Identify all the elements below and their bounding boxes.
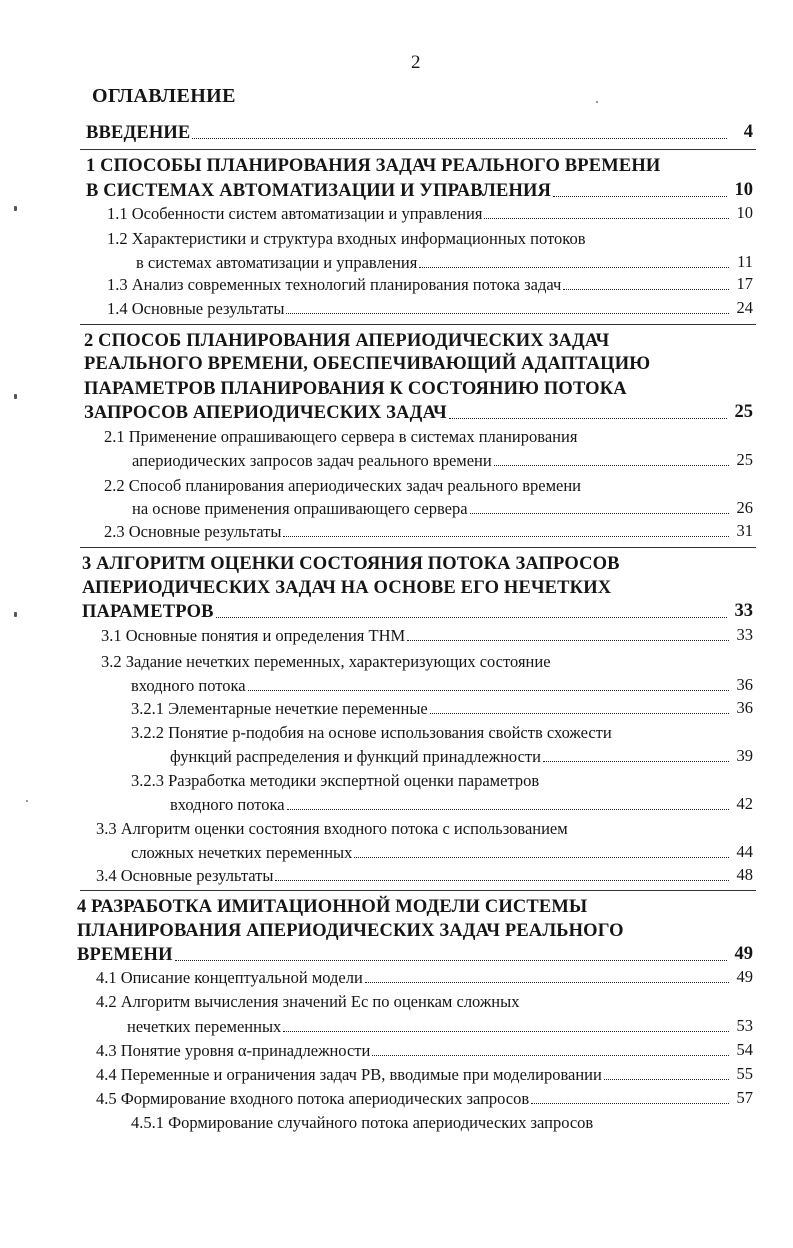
toc-section-line[interactable] — [101, 625, 405, 647]
toc-entry-text: 1.3 Анализ современных технологий планирования потока задач — [107, 275, 562, 294]
toc-chapter-line[interactable] — [77, 944, 173, 966]
dot-leader — [248, 690, 729, 691]
toc-section-line[interactable] — [96, 818, 568, 840]
toc-page-number: 11 — [737, 252, 753, 271]
section-separator — [80, 547, 756, 548]
toc-section-line[interactable] — [136, 252, 417, 274]
dot-leader — [531, 1103, 729, 1104]
toc-entry-text: 4.4 Переменные и ограничения задач РВ, вводимые при моделировании — [96, 1065, 602, 1084]
toc-entry-text: 2 СПОСОБ ПЛАНИРОВАНИЯ АПЕРИОДИЧЕСКИХ ЗАДАЧ — [84, 331, 610, 351]
toc-page-number: 36 — [736, 675, 753, 694]
toc-section-line[interactable] — [132, 498, 468, 520]
toc-section-line[interactable] — [170, 794, 285, 816]
toc-entry-text: нечетких переменных — [127, 1017, 282, 1036]
toc-chapter-line[interactable] — [77, 896, 587, 918]
dot-leader — [354, 857, 729, 858]
margin-mark — [14, 206, 17, 211]
toc-page-number: 33 — [734, 601, 753, 621]
dot-leader — [563, 289, 729, 290]
dot-leader — [192, 138, 727, 139]
toc-section-line[interactable] — [131, 698, 428, 720]
toc-section-line[interactable] — [107, 203, 482, 225]
dot-leader — [372, 1055, 729, 1056]
toc-entry-text: 4.3 Понятие уровня α-принадлежности — [96, 1041, 371, 1060]
dot-leader — [287, 809, 729, 810]
toc-chapter-line[interactable] — [86, 180, 551, 202]
toc-entry-text: 3.3 Алгоритм оценки состояния входного потока с использованием — [96, 819, 568, 838]
toc-page-number: 49 — [736, 967, 753, 986]
toc-page-number: 54 — [736, 1040, 753, 1059]
toc-entry-text: 3.4 Основные результаты — [96, 866, 274, 885]
toc-entry-text: функций распределения и функций принадлежности — [170, 747, 541, 766]
scan-speck — [26, 800, 28, 802]
toc-page-number: 25 — [736, 450, 753, 469]
toc-page-number: 55 — [736, 1064, 753, 1083]
toc-page-number: 42 — [736, 794, 753, 813]
toc-section-line[interactable] — [96, 967, 363, 989]
toc-page-number: 10 — [734, 180, 753, 200]
toc-entry-text: 1 СПОСОБЫ ПЛАНИРОВАНИЯ ЗАДАЧ РЕАЛЬНОГО ВРЕМЕНИ — [86, 156, 661, 176]
dot-leader — [216, 617, 727, 618]
dot-leader — [407, 640, 729, 641]
toc-entry-text: входного потока — [131, 676, 246, 695]
dot-leader — [494, 465, 729, 466]
dot-leader — [543, 761, 729, 762]
toc-entry-text: сложных нечетких переменных — [131, 843, 353, 862]
dot-leader — [283, 1031, 729, 1032]
toc-chapter-line[interactable] — [84, 378, 627, 400]
toc-page-number: 48 — [736, 865, 753, 884]
dot-leader — [449, 418, 727, 419]
toc-entry-text: АПЕРИОДИЧЕСКИХ ЗАДАЧ НА ОСНОВЕ ЕГО НЕЧЕТКИХ — [82, 578, 612, 598]
toc-entry-text: 3.2 Задание нечетких переменных, характеризующих состояние — [101, 652, 551, 671]
toc-chapter-line[interactable] — [82, 553, 620, 575]
toc-section-line[interactable] — [131, 1112, 593, 1134]
dot-leader — [175, 960, 727, 961]
toc-section-line[interactable] — [104, 521, 281, 543]
toc-chapter-line[interactable] — [86, 122, 190, 144]
toc-entry-text: 3.2.1 Элементарные нечеткие переменные — [131, 699, 428, 718]
toc-section-line[interactable] — [96, 991, 519, 1013]
section-separator — [80, 149, 756, 150]
toc-entry-text: 4.5 Формирование входного потока апериодических запросов — [96, 1089, 530, 1108]
toc-page-number: 4 — [743, 122, 753, 142]
toc-section-line[interactable] — [170, 746, 541, 768]
toc-page-number: 39 — [736, 746, 753, 765]
toc-chapter-line[interactable] — [84, 402, 447, 424]
toc-section-line[interactable] — [107, 274, 561, 296]
toc-chapter-line[interactable] — [84, 330, 609, 352]
toc-chapter-line[interactable] — [82, 601, 214, 623]
toc-section-line[interactable] — [132, 450, 492, 472]
dot-leader — [419, 267, 729, 268]
dot-leader — [484, 218, 729, 219]
toc-entry-text: 3.2.3 Разработка методики экспертной оценки параметров — [131, 771, 540, 790]
toc-section-line[interactable] — [101, 651, 551, 673]
dot-leader — [470, 513, 729, 514]
toc-page-number: 25 — [734, 402, 753, 422]
toc-entry-text: ВВЕДЕНИЕ — [86, 123, 191, 143]
toc-entry-text: 2.1 Применение опрашивающего сервера в системах планирования — [104, 427, 578, 446]
toc-section-line[interactable] — [104, 426, 577, 448]
dot-leader — [283, 536, 729, 537]
toc-chapter-line[interactable] — [86, 155, 660, 177]
toc-entry-text: 2.2 Способ планирования апериодических задач реального времени — [104, 476, 582, 495]
dot-leader — [365, 982, 729, 983]
toc-page-number: 26 — [736, 498, 753, 517]
toc-entry-text: апериодических запросов задач реального времени — [132, 451, 492, 470]
toc-page-number: 31 — [736, 521, 753, 540]
toc-entry-text: 4.5.1 Формирование случайного потока апериодических запросов — [131, 1113, 594, 1132]
margin-mark — [14, 394, 17, 399]
toc-page-number: 17 — [736, 274, 753, 293]
toc-entry-text: 1.1 Особенности систем автоматизации и управления — [107, 204, 483, 223]
toc-section-line[interactable] — [127, 1016, 281, 1038]
toc-entry-text: 1.4 Основные результаты — [107, 299, 285, 318]
toc-section-line[interactable] — [131, 770, 539, 792]
toc-page-number: 44 — [736, 842, 753, 861]
toc-section-line[interactable] — [107, 298, 284, 320]
dot-leader — [553, 196, 727, 197]
toc-entry-text: ПЛАНИРОВАНИЯ АПЕРИОДИЧЕСКИХ ЗАДАЧ РЕАЛЬНОГО — [77, 921, 624, 941]
toc-page-number: 36 — [736, 698, 753, 717]
margin-mark — [14, 612, 17, 617]
toc-entry-text: ПАРАМЕТРОВ — [82, 602, 214, 622]
toc-page-number: 10 — [736, 203, 753, 222]
toc-page-number: 24 — [736, 298, 753, 317]
toc-entry-text: входного потока — [170, 795, 285, 814]
toc-entry-text: 4.1 Описание концептуальной модели — [96, 968, 363, 987]
page-number: 2 — [411, 52, 421, 73]
toc-page-number: 49 — [734, 944, 753, 964]
toc-entry-text: 3 АЛГОРИТМ ОЦЕНКИ СОСТОЯНИЯ ПОТОКА ЗАПРОСОВ — [82, 554, 620, 574]
toc-chapter-line[interactable] — [82, 577, 611, 599]
toc-section-line[interactable] — [107, 228, 586, 250]
toc-page-number: 33 — [736, 625, 753, 644]
toc-section-line[interactable] — [104, 475, 581, 497]
dot-leader — [286, 313, 729, 314]
toc-section-line[interactable] — [131, 722, 612, 744]
toc-entry-text: ЗАПРОСОВ АПЕРИОДИЧЕСКИХ ЗАДАЧ — [84, 403, 447, 423]
toc-section-line[interactable] — [96, 1040, 370, 1062]
toc-entry-text: 3.2.2 Понятие р-подобия на основе использования свойств схожести — [131, 723, 612, 742]
toc-entry-text: 1.2 Характеристики и структура входных информационных потоков — [107, 229, 586, 248]
toc-section-line[interactable] — [96, 1064, 602, 1086]
dot-leader — [275, 880, 729, 881]
toc-entry-text: РЕАЛЬНОГО ВРЕМЕНИ, ОБЕСПЕЧИВАЮЩИЙ АДАПТАЦИЮ — [84, 354, 651, 374]
toc-entry-text: ПАРАМЕТРОВ ПЛАНИРОВАНИЯ К СОСТОЯНИЮ ПОТОКА — [84, 379, 627, 399]
toc-entry-text: в системах автоматизации и управления — [136, 253, 418, 272]
toc-chapter-line[interactable] — [84, 353, 650, 375]
dot-leader — [604, 1079, 729, 1080]
toc-page-number: 57 — [736, 1088, 753, 1107]
section-separator — [80, 890, 756, 891]
toc-section-line[interactable] — [131, 675, 246, 697]
toc-entry-text: ВРЕМЕНИ — [77, 945, 173, 965]
toc-chapter-line[interactable] — [77, 920, 624, 942]
dot-leader — [430, 713, 729, 714]
scan-speck — [596, 101, 598, 103]
toc-section-line[interactable] — [96, 865, 273, 887]
toc-entry-text: 4.2 Алгоритм вычисления значений Eс по оценкам сложных — [96, 992, 520, 1011]
toc-entry-text: 4 РАЗРАБОТКА ИМИТАЦИОННОЙ МОДЕЛИ СИСТЕМЫ — [77, 897, 588, 917]
toc-entry-text: на основе применения опрашивающего сервера — [132, 499, 468, 518]
toc-section-line[interactable] — [131, 842, 352, 864]
section-separator — [80, 324, 756, 325]
toc-entry-text: В СИСТЕМАХ АВТОМАТИЗАЦИИ И УПРАВЛЕНИЯ — [86, 181, 552, 201]
toc-section-line[interactable] — [96, 1088, 529, 1110]
toc-entry-text: 3.1 Основные понятия и определения ТНМ — [101, 626, 406, 645]
toc-entry-text: 2.3 Основные результаты — [104, 522, 282, 541]
toc-page-number: 53 — [736, 1016, 753, 1035]
toc-heading: ОГЛАВЛЕНИЕ — [92, 85, 236, 107]
